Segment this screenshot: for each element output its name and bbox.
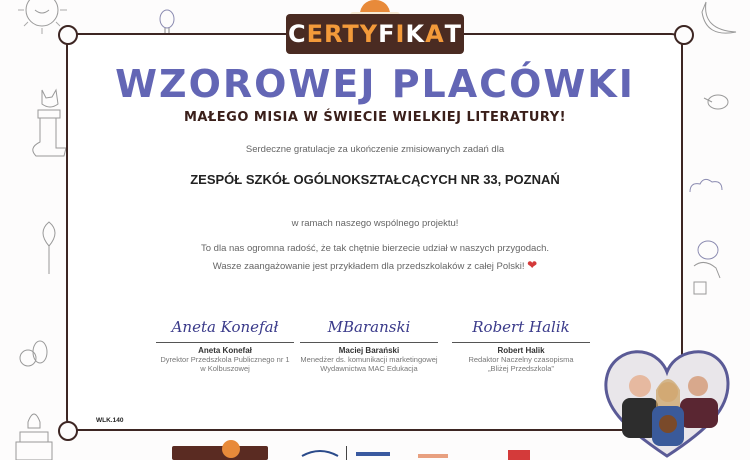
signer-name: Robert Halik xyxy=(497,346,545,355)
signer-name: Aneta Konefał xyxy=(198,346,252,355)
bird-doodle-icon xyxy=(152,2,182,34)
heart-photo-frame xyxy=(602,346,732,460)
signature-block xyxy=(150,318,300,373)
signer-role: Menedżer ds. komunikacji marketingowej xyxy=(300,355,438,364)
signer-role: Wydawnictwa MAC Edukacja xyxy=(320,364,418,373)
badge-text: F xyxy=(378,20,396,48)
signer-role: Dyrektor Przedszkola Publicznego nr 1 xyxy=(160,355,290,364)
signer-role: „Bliżej Przedszkola” xyxy=(488,364,554,373)
badge-text: A xyxy=(425,20,445,48)
house-doodle-icon xyxy=(12,408,56,460)
signature-line xyxy=(452,342,590,343)
badge-text: T xyxy=(444,20,463,48)
certificate-code: WLK.140 xyxy=(96,417,124,424)
badge-text: K xyxy=(405,20,426,48)
certificate-title: WZOROWEJ PLACÓWKI xyxy=(115,62,635,106)
signature-script: Robert Halik xyxy=(472,318,570,336)
logo-divider xyxy=(346,446,347,460)
project-text: w ramach naszego wspólnego projektu! xyxy=(291,218,459,229)
signature-block xyxy=(446,318,596,373)
badge-text: ERTY xyxy=(306,20,379,48)
badge-text: C xyxy=(287,20,307,48)
message-line-2-text: Wasze zaangażowanie jest przykładem dla przedszkolaków z całej Polski! xyxy=(212,261,525,272)
partner-logo xyxy=(418,454,448,458)
signature-block xyxy=(294,318,444,373)
congrats-text: Serdeczne gratulacje za ukończenie zmisiowanych zadań dla xyxy=(245,144,505,155)
mac-logo-icon xyxy=(300,448,340,460)
heart-icon: ❤ xyxy=(527,258,538,272)
frame-corner xyxy=(58,421,78,441)
signature-script: MBaranski xyxy=(327,318,411,336)
message-line-1: To dla nas ogromna radość, że tak chętnie bierzecie udział w naszych przygodach. xyxy=(201,243,549,254)
bear-logo-icon xyxy=(222,440,240,458)
blizej-przedszkola-logo xyxy=(508,450,530,460)
maly-mis-logo xyxy=(172,446,268,460)
signer-role: Redaktor Naczelny czasopisma xyxy=(468,355,574,364)
signature-line xyxy=(156,342,294,343)
signature-line xyxy=(300,342,438,343)
frame-corner xyxy=(58,25,78,45)
signer-name: Maciej Barański xyxy=(338,346,400,355)
message-line-2 xyxy=(0,258,750,272)
signer-role: w Kolbuszowej xyxy=(200,364,250,373)
certificate-subtitle: MAŁEGO MISIA W ŚWIECIE WIELKIEJ LITERATURY! xyxy=(183,110,567,125)
badge-text: I xyxy=(395,20,406,48)
frame-corner xyxy=(674,25,694,45)
komisekowo-logo xyxy=(356,452,390,456)
recipient-name: ZESPÓŁ SZKÓŁ OGÓLNOKSZTAŁCĄCYCH NR 33, POZNAŃ xyxy=(190,172,560,187)
certificate-badge xyxy=(286,14,464,54)
squirrel-doodle-icon xyxy=(18,328,54,370)
moon-doodle-icon xyxy=(696,0,741,36)
signature-script: Aneta Konefał xyxy=(171,318,279,336)
